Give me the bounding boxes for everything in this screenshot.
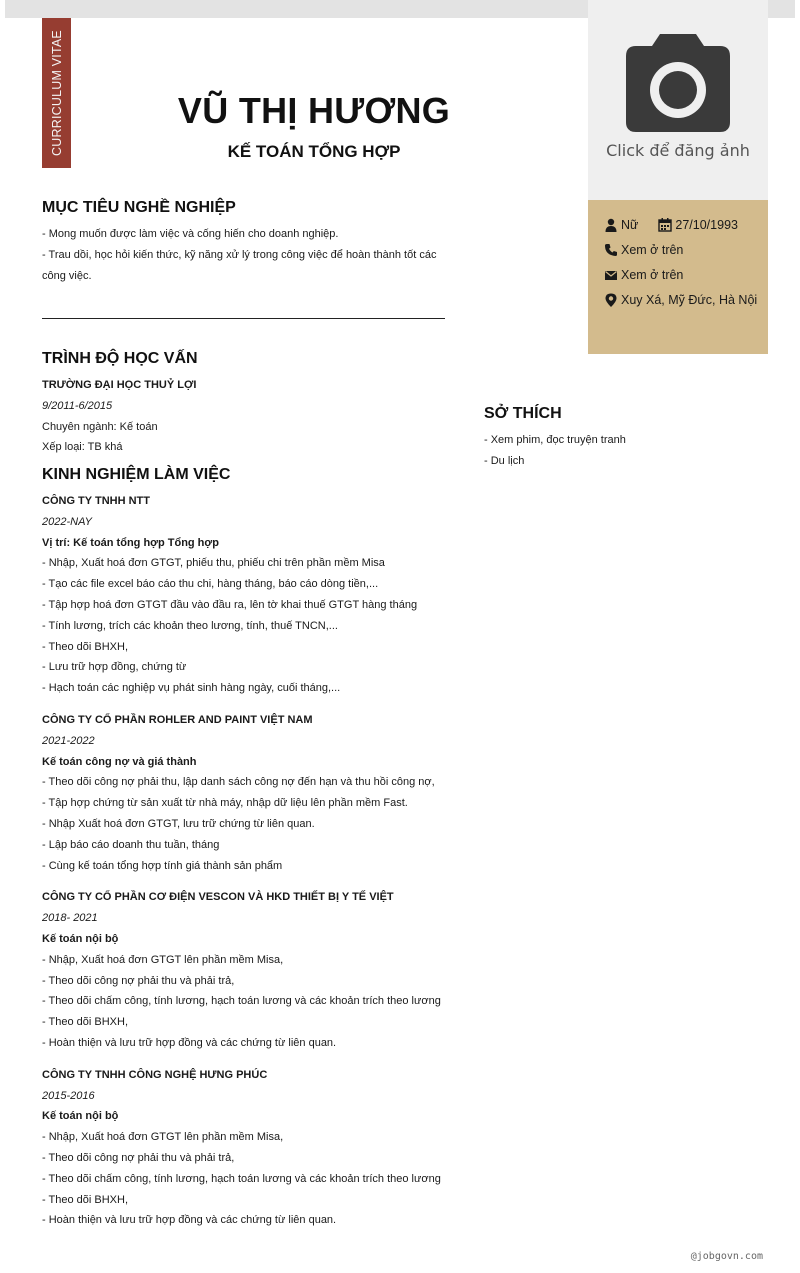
photo-upload[interactable] — [588, 0, 768, 200]
objective-heading: MỤC TIÊU NGHỀ NGHIỆP — [42, 199, 236, 216]
objective-item: - Mong muốn được làm việc và cống hiến cho doanh nghiệp. — [42, 228, 339, 240]
job-task: - Theo dõi công nợ phải thu và phải trả, — [42, 974, 235, 987]
experience-entry — [42, 1065, 472, 1231]
job-period: 2021-2022 — [42, 734, 95, 747]
job-task: - Tập hợp hoá đơn GTGT đầu vào đầu ra, lên tờ khai thuế GTGT hàng tháng — [42, 598, 418, 611]
birthdate-value: 27/10/1993 — [675, 218, 738, 232]
candidate-name: VŨ THỊ HƯƠNG — [177, 90, 451, 131]
job-period: 2015-2016 — [42, 1089, 95, 1102]
email-row — [604, 266, 758, 284]
watermark: @jobgovn.com — [690, 1251, 763, 1262]
section-divider — [42, 318, 445, 319]
job-task: - Nhập, Xuất hoá đơn GTGT, phiếu thu, phiếu chi trên phần mềm Misa — [42, 557, 385, 570]
job-task: - Nhập Xuất hoá đơn GTGT, lưu trữ chứng từ liên quan. — [42, 817, 315, 830]
phone-value: Xem ở trên — [621, 243, 684, 257]
job-title: KẾ TOÁN TỔNG HỢP — [227, 142, 401, 161]
job-task: - Theo dõi BHXH, — [42, 640, 129, 653]
job-task: - Lưu trữ hợp đồng, chứng từ — [42, 661, 187, 674]
job-task: - Hoàn thiện và lưu trữ hợp đồng và các chứng từ liên quan. — [42, 1214, 337, 1227]
hobbies-heading: SỞ THÍCH — [484, 405, 562, 422]
company-name: CÔNG TY TNHH NTT — [42, 495, 150, 507]
job-position: Kế toán nội bộ — [42, 1110, 119, 1123]
address-value: Xuy Xá, Mỹ Đức, Hà Nội — [621, 293, 758, 307]
job-period: 2018- 2021 — [42, 912, 98, 925]
curriculum-vitae-label: CURRICULUM VITAE — [49, 30, 64, 156]
job-task: - Theo dõi chấm công, tính lương, hạch toán lương và các khoản trích theo lương — [42, 1172, 441, 1185]
company-name: CÔNG TY CỔ PHẦN CƠ ĐIỆN VESCON VÀ HKD THIẾT BỊ Y TẾ VIỆT — [42, 891, 394, 904]
gender-value: Nữ — [621, 218, 639, 232]
calendar-icon — [658, 218, 672, 232]
job-task: - Theo dõi công nợ phải thu và phải trả, — [42, 1151, 235, 1164]
job-period: 2022-NAY — [42, 515, 92, 528]
job-task: - Lập báo cáo doanh thu tuần, tháng — [42, 838, 220, 851]
job-task: - Nhập, Xuất hoá đơn GTGT lên phần mềm Misa, — [42, 1131, 284, 1144]
personal-info-panel — [588, 200, 768, 354]
experience-entry — [42, 887, 472, 1053]
school-name: TRƯỜNG ĐẠI HỌC THUỶ LỢI — [42, 379, 197, 391]
hobbies-list — [484, 430, 764, 472]
objective-item: - Trau dồi, học hỏi kiến thức, kỹ năng xử lý trong công việc để hoàn thành tốt các công việc. — [42, 248, 437, 282]
experience-heading: KINH NGHIỆM LÀM VIỆC — [42, 466, 231, 483]
photo-upload-caption: Click để đăng ảnh — [606, 141, 750, 160]
job-task: - Tập hợp chứng từ sản xuất từ nhà máy, nhập dữ liệu lên phần mềm Fast. — [42, 797, 408, 810]
phone-icon — [604, 243, 618, 257]
hobby-item: - Xem phim, đọc truyện tranh — [484, 434, 626, 446]
education-grade: Xếp loại: TB khá — [42, 441, 123, 454]
job-task: - Theo dõi BHXH, — [42, 1016, 129, 1029]
address-row — [604, 291, 758, 309]
job-task: - Theo dõi công nợ phải thu, lập danh sách công nợ đến hạn và thu hồi công nợ, — [42, 776, 435, 789]
cv-page — [5, 18, 795, 1273]
education-period: 9/2011-6/2015 — [42, 399, 113, 412]
email-value: Xem ở trên — [621, 268, 684, 282]
job-task: - Tạo các file excel báo cáo thu chi, hàng tháng, báo cáo dòng tiền,... — [42, 578, 379, 591]
location-pin-icon — [604, 293, 618, 307]
job-task: - Hạch toán các nghiệp vụ phát sinh hàng ngày, cuối tháng,... — [42, 682, 341, 695]
camera-icon — [624, 30, 732, 134]
company-name: CÔNG TY CỔ PHẦN ROHLER AND PAINT VIỆT NAM — [42, 713, 313, 726]
job-position: Kế toán công nợ và giá thành — [42, 755, 197, 768]
education-heading: TRÌNH ĐỘ HỌC VẤN — [42, 350, 198, 367]
job-task: - Cùng kế toán tổng hợp tính giá thành sản phẩm — [42, 859, 283, 872]
company-name: CÔNG TY TNHH CÔNG NGHỆ HƯNG PHÚC — [42, 1068, 268, 1081]
experience-entry — [42, 710, 472, 876]
job-position: Kế toán nội bộ — [42, 932, 119, 945]
phone-row — [604, 241, 758, 259]
education-major: Chuyên ngành: Kế toán — [42, 420, 158, 433]
curriculum-vitae-tab — [42, 18, 71, 168]
job-task: - Theo dõi BHXH, — [42, 1193, 129, 1206]
job-task: - Theo dõi chấm công, tính lương, hạch toán lương và các khoản trích theo lương — [42, 995, 441, 1008]
gender-birthdate-row — [604, 216, 758, 234]
hobby-item: - Du lịch — [484, 454, 525, 467]
envelope-icon — [604, 268, 618, 282]
job-task: - Tính lương, trích các khoản theo lương, tính, thuế TNCN,... — [42, 619, 338, 632]
objective-list — [42, 224, 452, 286]
education-block — [42, 375, 452, 458]
experience-entry — [42, 491, 472, 699]
job-task: - Hoàn thiện và lưu trữ hợp đồng và các chứng từ liên quan. — [42, 1036, 337, 1049]
job-task: - Nhập, Xuất hoá đơn GTGT lên phần mềm Misa, — [42, 953, 284, 966]
person-icon — [604, 218, 618, 232]
experience-list — [42, 491, 472, 1231]
job-position: Vị trí: Kế toán tổng hợp Tổng hợp — [42, 536, 219, 549]
